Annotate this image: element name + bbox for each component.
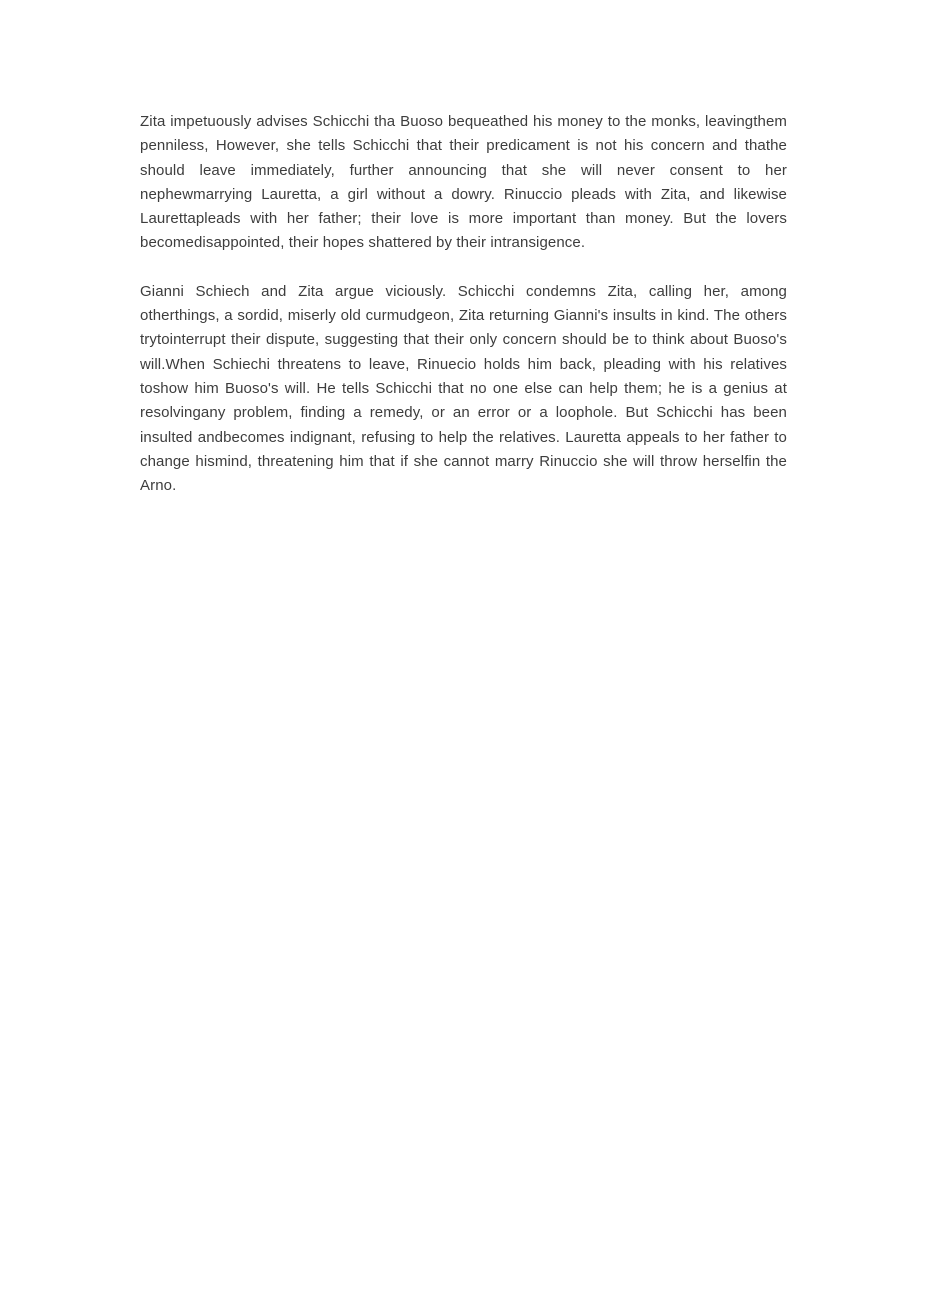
paragraph-synopsis-1: Zita impetuously advises Schicchi tha Buoso bequeathed his money to the monks, leavingthem penniless, However, she tells Schicchi that their predicament is not his concern and thathe should leave immediately, further announcing that she will never consent to her nephewmarrying Lauretta, a girl without a dowry. Rinuccio pleads with Zita, and likewise Laurettapleads with her father; their love is more important than money. But the lovers becomedisappointed, their hopes shattered by their intransigence. bbox=[140, 113, 787, 252]
paragraph-synopsis-2: Gianni Schiech and Zita argue viciously. Schicchi condemns Zita, calling her, among otherthings, a sordid, miserly old curmudgeon, Zita returning Gianni's insults in kind. The others trytointerrupt their dispute, suggesting that their only concern should be to think about Buoso's will.When Schiechi threatens to leave, Rinuecio holds him back, pleading with his relatives toshow him Buoso's will. He tells Schicchi that no one else can help them; he is a genius at resolvingany problem, finding a remedy, or an error or a loophole. But Schicchi has been insulted andbecomes indignant, refusing to help the relatives. Lauretta appeals to her father to change hismind, threatening him that if she cannot marry Rinuccio she will throw herselfin the Arno. bbox=[140, 282, 787, 495]
